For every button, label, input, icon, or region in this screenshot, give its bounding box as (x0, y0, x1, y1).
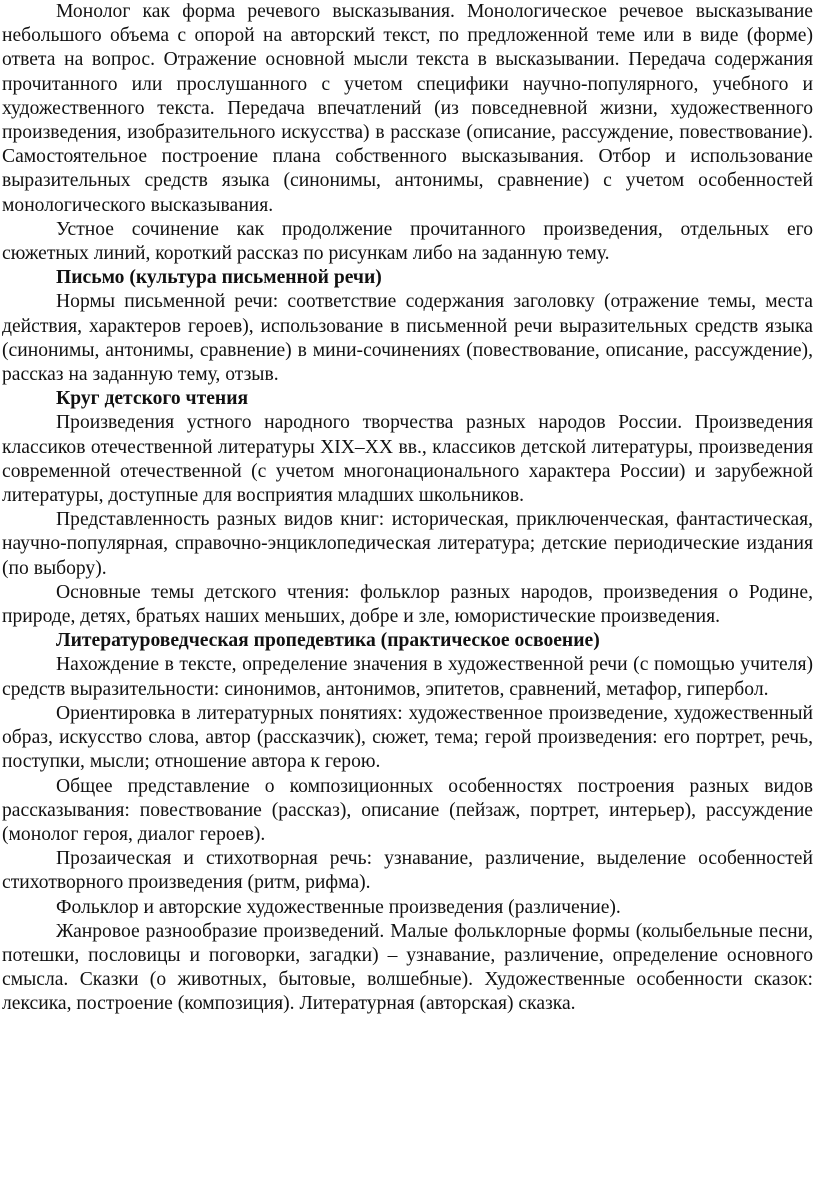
paragraph-folklore-authored: Фольклор и авторские художественные произведения (различение). (56, 896, 621, 918)
paragraph-prose-poetry: Прозаическая и стихотворная речь: узнавание, различение, выделение особенностей стихотворного произведения (ритм, рифма). (2, 848, 813, 894)
paragraph-folk-works: Произведения устного народного творчества разных народов России. Произведения классиков отечественной литературы XIX–XX вв., классиков детской литературы, произведения современной отечественной (с учетом многонационального характера России) и зарубежной литературы, доступные для восприятия младших школьников. (2, 412, 813, 507)
heading-writing: Письмо (культура письменной речи) (56, 267, 382, 289)
paragraph-literary-concepts: Ориентировка в литературных понятиях: художественное произведение, художественный образ, искусство слова, автор (рассказчик), сюжет, тема; герой произведения: его портрет, речь, поступки, мысли; отношение автора к герою. (2, 702, 813, 773)
paragraph-reading-themes: Основные темы детского чтения: фольклор разных народов, произведения о Родине, природе, детях, братьях наших меньших, добре и зле, юмористические произведения. (2, 581, 813, 628)
document-page (2, 0, 813, 1017)
paragraph-expressive-means: Нахождение в тексте, определение значения в художественной речи (с помощью учителя) средств выразительности: синонимов, антонимов, эпитетов, сравнений, метафор, гипербол. (2, 654, 813, 700)
paragraph-book-types: Представленность разных видов книг: историческая, приключенческая, фантастическая, научно-популярная, справочно-энциклопедическая литература; детские периодические издания (по выбору). (2, 509, 813, 579)
paragraph-written-speech-norms: Нормы письменной речи: соответствие содержания заголовку (отражение темы, места действия, характеров героев), использование в письменной речи выразительных средств языка (синонимы, антонимы, сравнение) в мини-сочинениях (повествование, описание, рассуждение), рассказ на заданную тему, отзыв. (2, 291, 813, 386)
paragraph-monologue: Монолог как форма речевого высказывания. Монологическое речевое высказывание небольшого объема с опорой на авторский текст, по предложенной теме или в виде (форме) ответа на вопрос. Отражение основной мысли текста в высказывании. Передача содержания прочитанного или прослушанного с учетом специфики научно-популярного, учебного и художественного текста. Передача впечатлений (из повседневной жизни, художественного произведения, изобразительного искусства) в рассказе (описание, рассуждение, повествование). Самостоятельное построение плана собственного высказывания. Отбор и использование выразительных средств языка (синонимы, антонимы, сравнение) с учетом особенностей монологического высказывания. (2, 1, 813, 216)
paragraph-oral-composition: Устное сочинение как продолжение прочитанного произведения, отдельных его сюжетных линий, короткий рассказ по рисункам либо на заданную тему. (2, 218, 813, 265)
heading-literary-propaedeutics: Литературоведческая пропедевтика (практическое освоение) (56, 630, 600, 652)
paragraph-genre-variety: Жанровое разнообразие произведений. Малые фольклорные формы (колыбельные песни, потешки, пословицы и поговорки, загадки) – узнавание, различение, определение основного смысла. Сказки (о животных, бытовые, волшебные). Художественные особенности сказок: лексика, построение (композиция). Литературная (авторская) сказка. (2, 920, 813, 1015)
paragraph-composition-features: Общее представление о композиционных особенностях построения разных видов рассказывания: повествование (рассказ), описание (пейзаж, портрет, интерьер), рассуждение (монолог героя, диалог героев). (2, 775, 813, 845)
heading-children-reading: Круг детского чтения (56, 388, 249, 410)
